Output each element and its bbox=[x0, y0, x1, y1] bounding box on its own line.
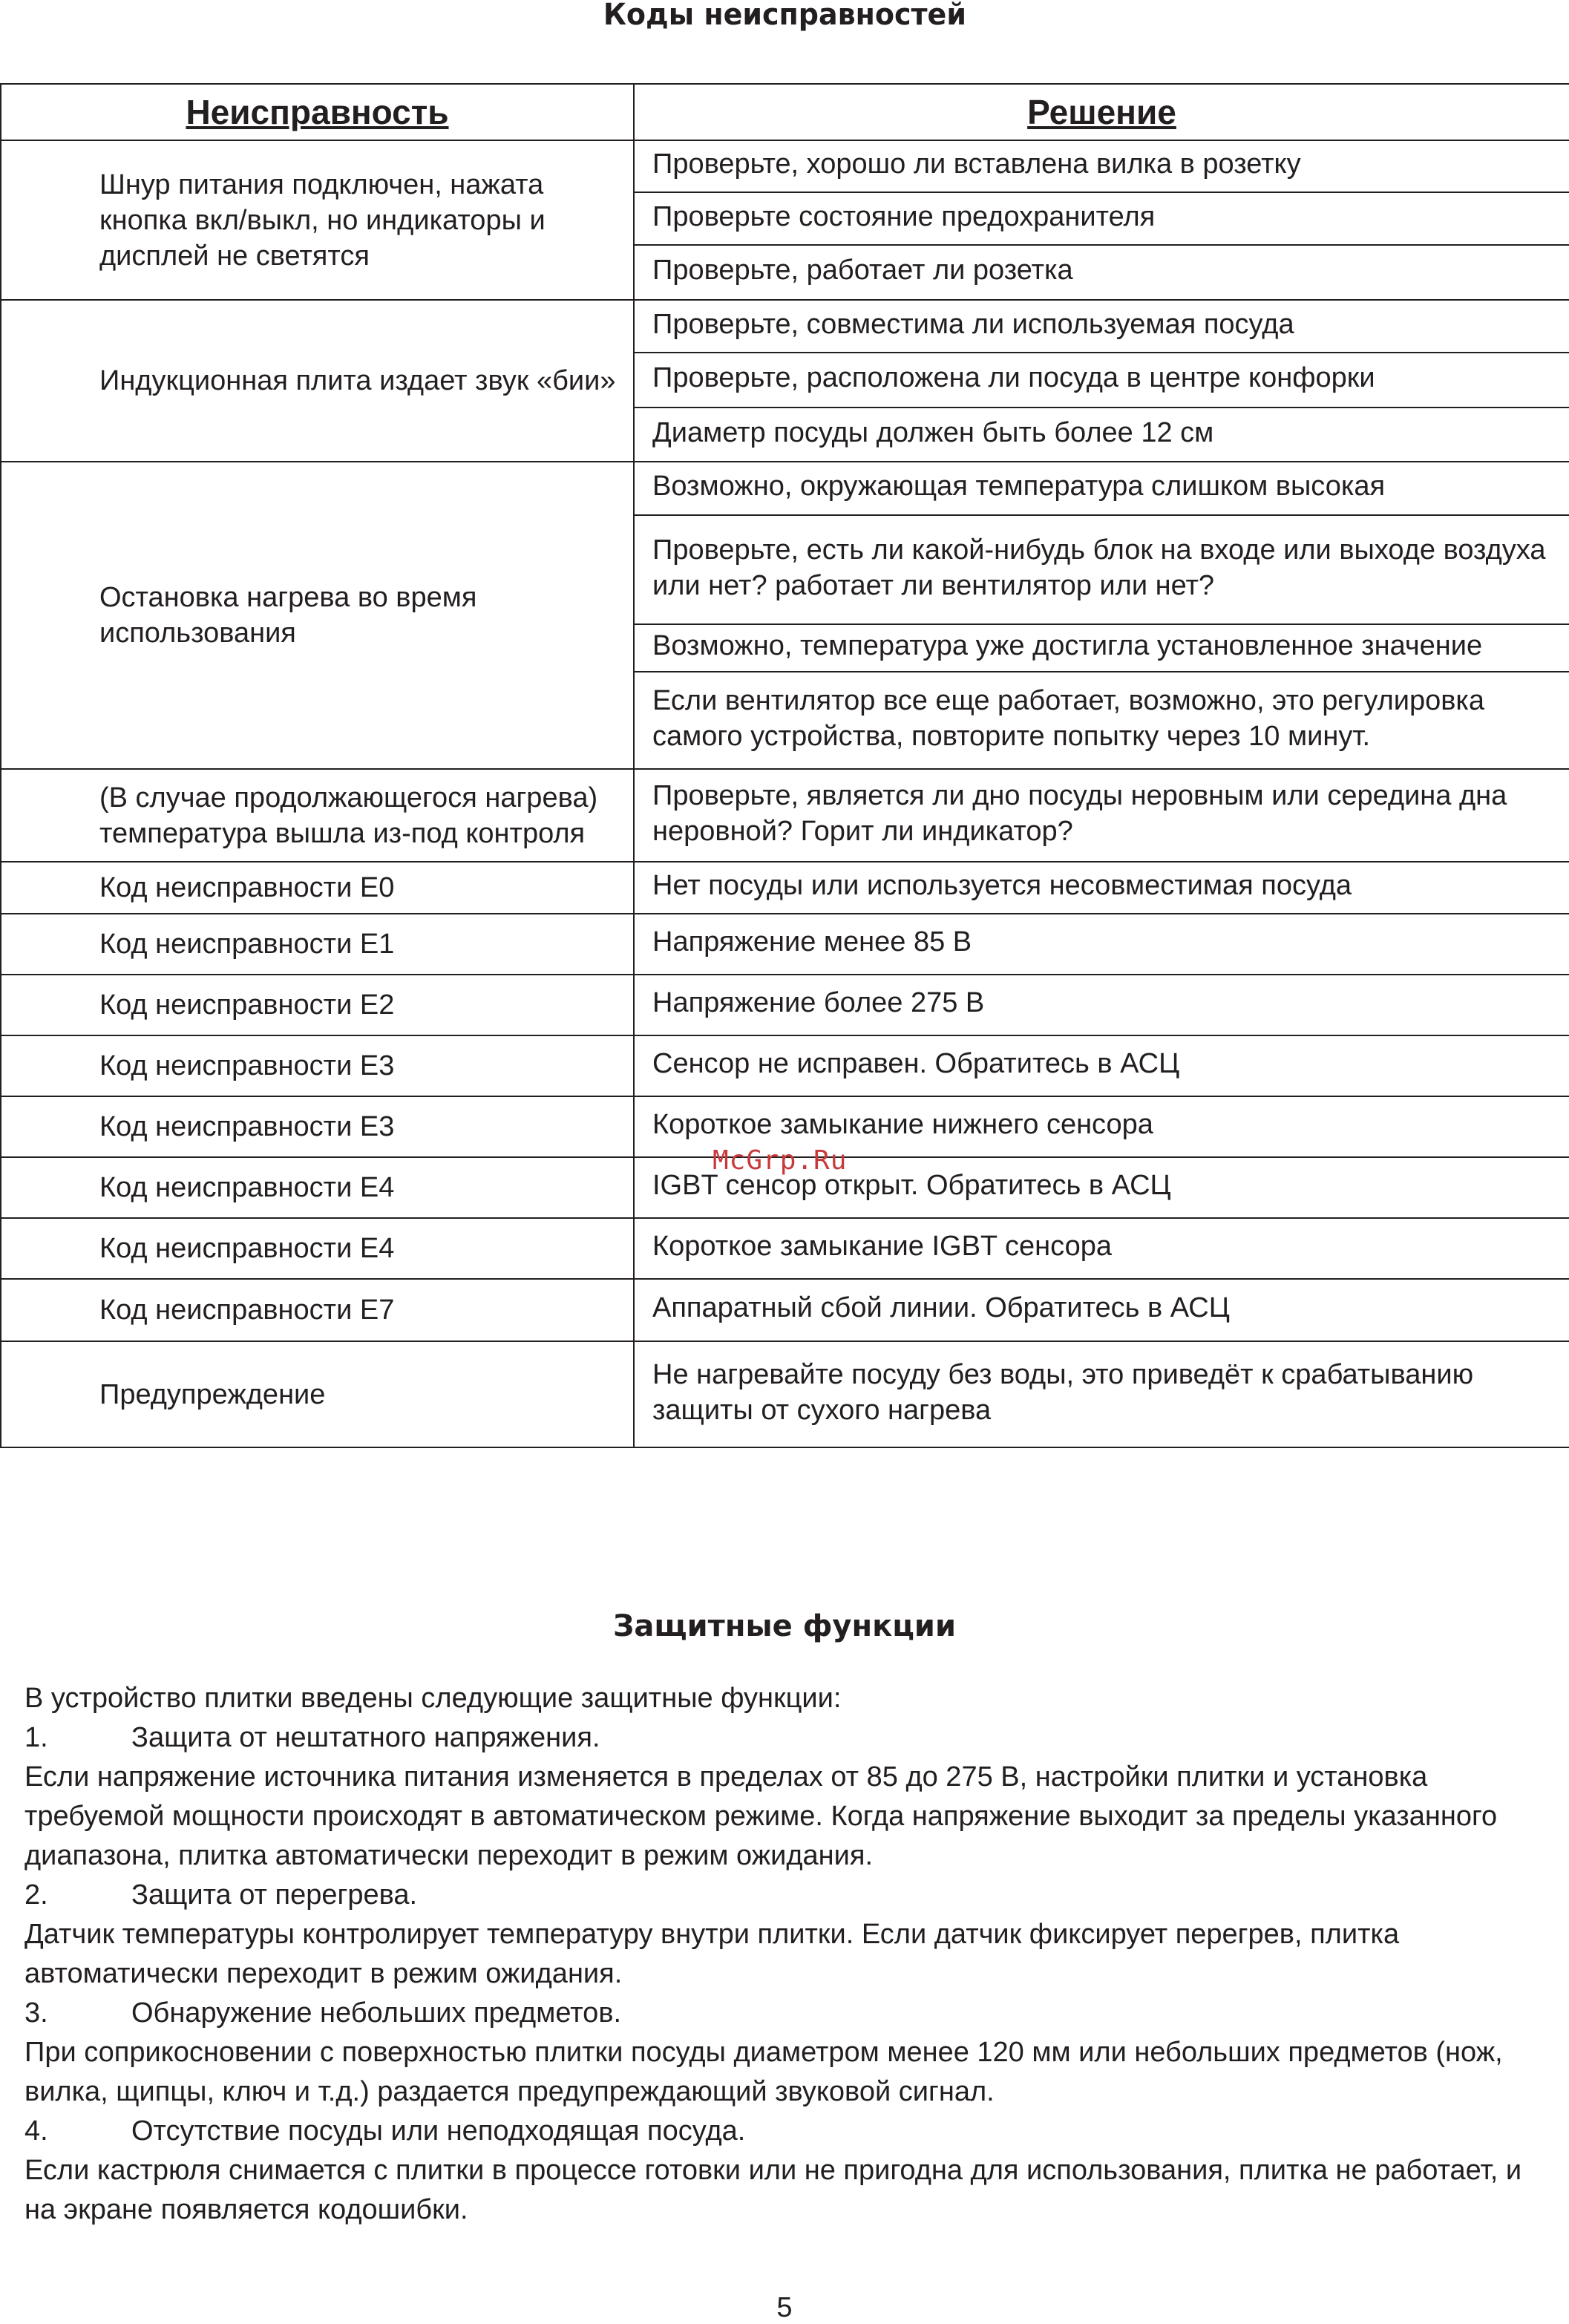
list-item-title bbox=[24, 1876, 1553, 1915]
solution-cell: Короткое замыкание IGBT сенсора bbox=[634, 1218, 1569, 1279]
fault-cell: Шнур питания подключен, нажата кнопка вкл/выкл, но индикаторы и дисплей не светятся bbox=[1, 140, 634, 300]
fault-codes-table bbox=[0, 83, 1569, 1448]
solution-cell: Проверьте состояние предохранителя bbox=[634, 192, 1569, 245]
solution-cell: Возможно, температура уже достигла установленное значение bbox=[634, 624, 1569, 672]
solution-cell: Если вентилятор все еще работает, возможно, это регулировка самого устройства, повторите попытку через 10 минут. bbox=[634, 672, 1569, 769]
solution-cell: Проверьте, хорошо ли вставлена вилка в розетку bbox=[634, 140, 1569, 192]
page-title-text: Коды неисправностей bbox=[603, 0, 966, 32]
solution-cell: Не нагревайте посуду без воды, это приведёт к срабатыванию защиты от сухого нагрева bbox=[634, 1341, 1569, 1447]
fault-cell: Остановка нагрева во время использования bbox=[1, 462, 634, 769]
header-fault: Неисправность bbox=[1, 84, 634, 140]
solution-cell: Нет посуды или используется несовместимая посуда bbox=[634, 862, 1569, 914]
fault-cell: Предупреждение bbox=[1, 1341, 634, 1447]
table-row bbox=[1, 914, 1569, 975]
page-title bbox=[0, 0, 1569, 33]
table-row bbox=[1, 1218, 1569, 1279]
table-row bbox=[1, 862, 1569, 914]
fault-cell: Индукционная плита издает звук «бии» bbox=[1, 300, 634, 462]
protection-section bbox=[24, 1679, 1553, 2230]
table-row bbox=[1, 1341, 1569, 1447]
solution-cell: IGBT сенсор открыт. Обратитесь в АСЦ bbox=[634, 1157, 1569, 1218]
fault-cell: Код неисправности Е3 bbox=[1, 1096, 634, 1157]
list-item-number: 1. bbox=[24, 1722, 48, 1753]
table-row bbox=[1, 769, 1569, 862]
fault-cell: Код неисправности Е2 bbox=[1, 975, 634, 1035]
solution-cell: Проверьте, совместима ли используемая посуда bbox=[634, 300, 1569, 353]
header-solution: Решение bbox=[634, 84, 1569, 140]
solution-cell: Напряжение менее 85 В bbox=[634, 914, 1569, 975]
fault-cell: Код неисправности Е1 bbox=[1, 914, 634, 975]
fault-cell: Код неисправности Е7 bbox=[1, 1279, 634, 1341]
list-item-heading: Обнаружение небольших предметов. bbox=[131, 1997, 622, 2029]
fault-cell: Код неисправности Е3 bbox=[1, 1035, 634, 1096]
list-item-number: 3. bbox=[24, 1997, 48, 2029]
fault-cell: Код неисправности Е4 bbox=[1, 1218, 634, 1279]
section-intro: В устройство плитки введены следующие защитные функции: bbox=[24, 1683, 842, 1714]
section-title: Защитные функции bbox=[613, 1609, 956, 1643]
solution-cell: Проверьте, расположена ли посуда в центре конфорки bbox=[634, 353, 1569, 407]
list-item-text: Если кастрюля снимается с плитки в процессе готовки или не пригодна для использования, плитка не работает, и на экране появляется кодошибки. bbox=[24, 2155, 1522, 2225]
solution-cell: Аппаратный сбой линии. Обратитесь в АСЦ bbox=[634, 1279, 1569, 1341]
solution-cell: Диаметр посуды должен быть более 12 см bbox=[634, 407, 1569, 462]
table-row bbox=[1, 300, 1569, 353]
solution-cell: Проверьте, является ли дно посуды неровным или середина дна неровной? Горит ли индикатор? bbox=[634, 769, 1569, 862]
table-row bbox=[1, 975, 1569, 1035]
list-item-text: Датчик температуры контролирует температуру внутри плитки. Если датчик фиксирует перегрев, плитка автоматически переходит в режим ожидания. bbox=[24, 1919, 1400, 1989]
solution-cell: Проверьте, работает ли розетка bbox=[634, 245, 1569, 300]
list-item-text: Если напряжение источника питания изменяется в пределах от 85 до 275 В, настройки плитки и установка требуемой мощности происходят в автоматическом режиме. Когда напряжение выходит за пределы указанного диапазона, плитка автоматически переходит в режим ожидания. bbox=[24, 1761, 1498, 1871]
list-item-title bbox=[24, 2112, 1553, 2151]
list-item-heading: Защита от перегрева. bbox=[131, 1879, 418, 1911]
fault-cell: (В случае продолжающегося нагрева) температура вышла из-под контроля bbox=[1, 769, 634, 862]
table-row bbox=[1, 1035, 1569, 1096]
fault-cell: Код неисправности Е4 bbox=[1, 1157, 634, 1218]
table-header-row bbox=[1, 84, 1569, 140]
solution-cell: Короткое замыкание нижнего сенсора bbox=[634, 1096, 1569, 1157]
table-row bbox=[1, 462, 1569, 515]
watermark: McGrp.Ru bbox=[713, 1145, 848, 1176]
list-item-number: 4. bbox=[24, 2115, 48, 2147]
list-item-heading: Защита от нештатного напряжения. bbox=[131, 1722, 600, 1753]
page-number: 5 bbox=[776, 2292, 793, 2323]
list-item-text: При соприкосновении с поверхностью плитки посуды диаметром менее 120 мм или небольших предметов (нож, вилка, щипцы, ключ и т.д.) раздается предупреждающий звуковой сигнал. bbox=[24, 2037, 1503, 2107]
table-row bbox=[1, 140, 1569, 192]
solution-cell: Напряжение более 275 В bbox=[634, 975, 1569, 1035]
solution-cell: Сенсор не исправен. Обратитесь в АСЦ bbox=[634, 1035, 1569, 1096]
list-item-title bbox=[24, 1994, 1553, 2033]
fault-cell: Код неисправности Е0 bbox=[1, 862, 634, 914]
solution-cell: Проверьте, есть ли какой-нибудь блок на входе или выходе воздуха или нет? работает ли вентилятор или нет? bbox=[634, 515, 1569, 624]
list-item-number: 2. bbox=[24, 1879, 48, 1911]
solution-cell: Возможно, окружающая температура слишком высокая bbox=[634, 462, 1569, 515]
table-row bbox=[1, 1279, 1569, 1341]
list-item-title bbox=[24, 1718, 1553, 1758]
list-item-heading: Отсутствие посуды или неподходящая посуда. bbox=[131, 2115, 746, 2147]
